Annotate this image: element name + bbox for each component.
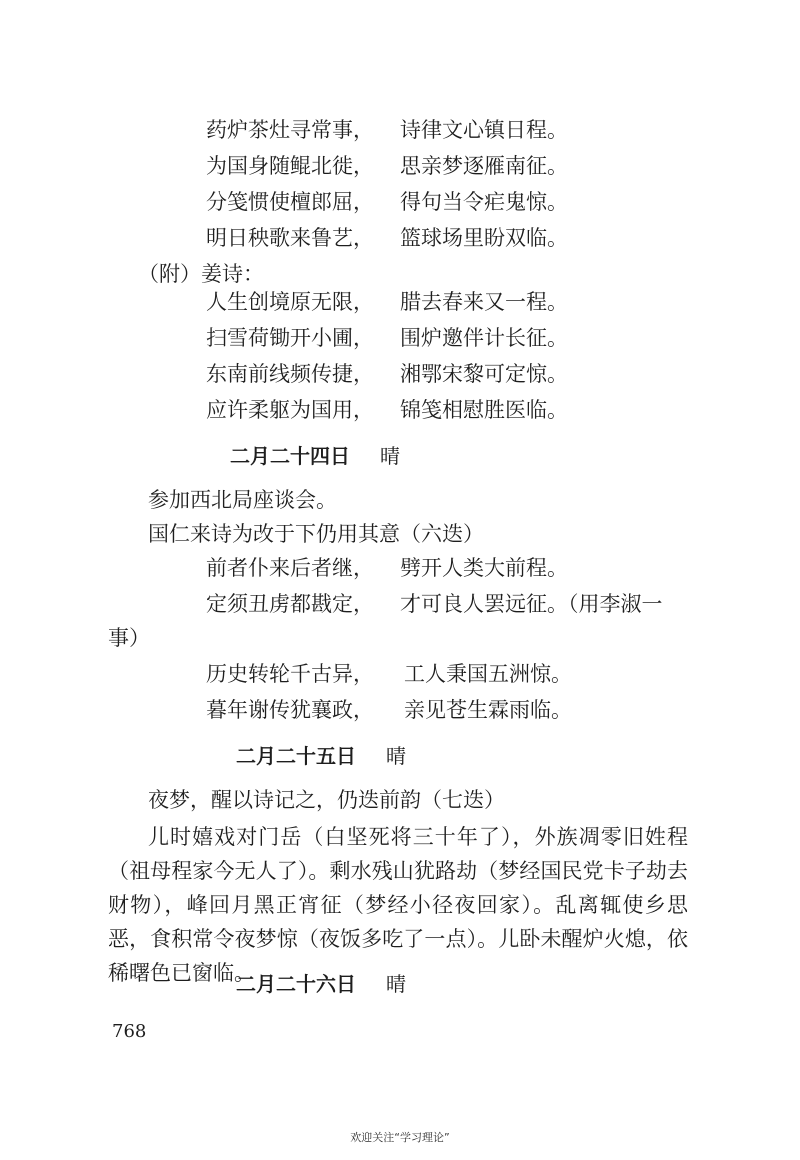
entry-25-weather: 晴 [386,744,406,768]
entry-26-heading [236,970,406,998]
entry-24-date: 二月二十四日 [230,444,350,468]
poem1-line4-left: 明日秧歌来鲁艺， [206,226,374,250]
entry-26-weather: 晴 [386,972,406,996]
entry-24-heading [230,442,400,470]
poem2-line2-left: 扫雪荷锄开小圃， [206,326,374,350]
entry-25-line1: 夜梦，醒以诗记之，仍迭前韵（七迭） [148,788,505,812]
poem2-line1-right: 腊去春来又一程。 [400,290,568,314]
entry-24-wrap: 事） [108,626,150,650]
entry-24-poem-line3-left: 历史转轮千古异， [206,662,374,686]
footer-note: 欢迎关注“学习理论” [350,1131,450,1144]
entry-24-poem-line4-right: 亲见苍生霖雨临。 [404,698,572,722]
poem2-line3-left: 东南前线频传捷， [206,362,374,386]
poem1-line1-right: 诗律文心镇日程。 [400,118,568,142]
entry-24-poem-line2-right: 才可良人罢远征。（用李淑一 [400,592,663,616]
poem1-line2-left: 为国身随鲲北徙， [206,154,374,178]
page-number: 768 [112,1021,147,1042]
entry-24-line1: 参加西北局座谈会。 [148,488,337,512]
entry-24-poem-line2-left: 定须丑虏都戡定， [206,592,374,616]
entry-24-line2: 国仁来诗为改于下仍用其意（六迭） [148,522,484,546]
poem2-line4-left: 应许柔躯为国用， [206,398,374,422]
poem2-line2-right: 围炉邀伴计长征。 [400,326,568,350]
entry-25-heading [236,742,406,770]
entry-24-poem-line1-right: 劈开人类大前程。 [400,556,568,580]
entry-24-weather: 晴 [380,444,400,468]
appendix-label: （附）姜诗： [138,262,264,286]
poem1-line3-right: 得句当令疟鬼惊。 [400,190,568,214]
entry-24-poem-line4-left: 暮年谢传犹襄政， [206,698,374,722]
entry-25-paragraph: 儿时嬉戏对门岳（白坚死将三十年了），外族凋零旧姓程（祖母程家今无人了）。剩水残山犹路劫（梦经国民党卡子劫去财物），峰回月黑正宵征（梦经小径夜回家）。乱离辄使乡思恶，食积常令夜梦惊（夜饭多吃了一点）。儿卧未醒炉火熄，依稀曙色已窗临。 [108,825,688,985]
poem1-line2-right: 思亲梦逐雁南征。 [400,154,568,178]
entry-24-poem-line3-right: 工人秉国五洲惊。 [404,662,572,686]
poem1-line1-left: 药炉茶灶寻常事， [206,118,374,142]
entry-26-date: 二月二十六日 [236,972,356,996]
poem2-line4-right: 锦笺相慰胜医临。 [400,398,568,422]
poem1-line4-right: 篮球场里盼双临。 [400,226,568,250]
poem2-line1-left: 人生创境原无限， [206,290,374,314]
poem2-line3-right: 湘鄂宋黎可定惊。 [400,362,568,386]
poem1-line3-left: 分笺惯使檀郎屈， [206,190,374,214]
entry-25-date: 二月二十五日 [236,744,356,768]
entry-24-poem-line1-left: 前者仆来后者继， [206,556,374,580]
